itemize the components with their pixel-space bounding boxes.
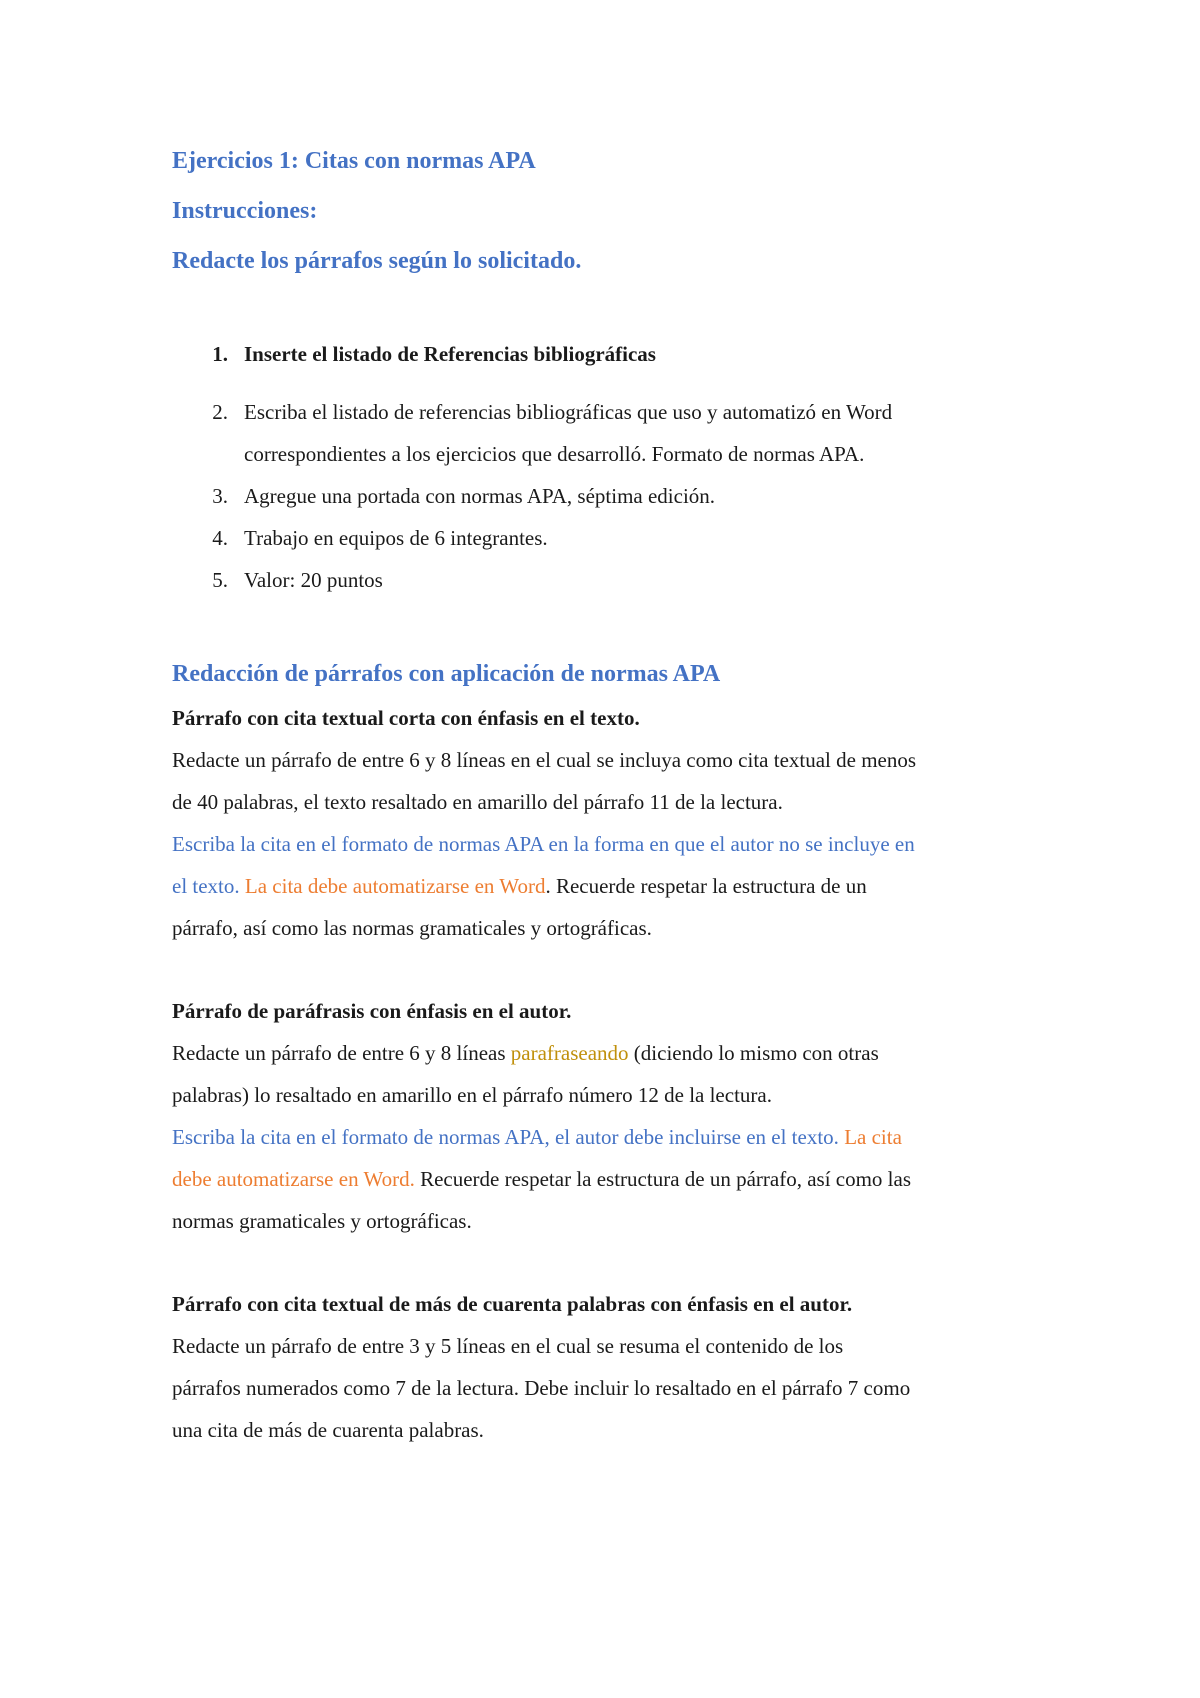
list-number: 3. bbox=[212, 484, 228, 508]
block-line-blue: Escriba la cita en el formato de normas APA en la forma en que el autor no se incluye en bbox=[172, 832, 915, 856]
plain-text: Recuerde respetar la estructura de un párrafo, así como las bbox=[414, 1167, 912, 1191]
plain-text: . Recuerde respetar la estructura de un bbox=[545, 874, 867, 898]
list-number: 5. bbox=[212, 568, 228, 592]
list-text: Valor: 20 puntos bbox=[244, 568, 383, 592]
document-title: Ejercicios 1: Citas con normas APA bbox=[172, 148, 536, 174]
list-number: 2. bbox=[212, 400, 228, 424]
block-line: de 40 palabras, el texto resaltado en amarillo del párrafo 11 de la lectura. bbox=[172, 790, 783, 814]
blue-text: el texto. bbox=[172, 874, 240, 898]
block-long-quote bbox=[172, 1283, 1052, 1451]
orange-text: La cita debe automatizarse en Word bbox=[239, 874, 546, 898]
block-title: Párrafo con cita textual corta con énfasis en el texto. bbox=[172, 706, 640, 730]
block-line-mixed bbox=[172, 865, 1052, 907]
block-line: Redacte un párrafo de entre 6 y 8 líneas en el cual se incluya como cita textual de menos bbox=[172, 748, 917, 772]
block-title: Párrafo de paráfrasis con énfasis en el autor. bbox=[172, 999, 572, 1023]
block-line: Redacte un párrafo de entre 3 y 5 líneas en el cual se resuma el contenido de los bbox=[172, 1334, 844, 1358]
blue-text: Escriba la cita en el formato de normas APA, el autor debe incluirse en el texto. bbox=[172, 1125, 839, 1149]
gold-text: parafraseando bbox=[510, 1041, 629, 1065]
block-line: normas gramaticales y ortográficas. bbox=[172, 1209, 472, 1233]
plain-text: (diciendo lo mismo con otras bbox=[628, 1041, 879, 1065]
instructions-text: Redacte los párrafos según lo solicitado. bbox=[172, 248, 582, 274]
block-line-mixed bbox=[172, 1116, 1052, 1158]
list-text bbox=[244, 391, 1044, 475]
block-short-quote bbox=[172, 697, 1052, 949]
list-number: 1. bbox=[212, 342, 228, 366]
block-line: palabras) lo resaltado en amarillo en el párrafo número 12 de la lectura. bbox=[172, 1083, 772, 1107]
block-line-mixed bbox=[172, 1158, 1052, 1200]
list-text: Trabajo en equipos de 6 integrantes. bbox=[244, 526, 548, 550]
list-text-line: Escriba el listado de referencias bibliográficas que uso y automatizó en Word bbox=[244, 400, 893, 424]
block-line-mixed bbox=[172, 1032, 1052, 1074]
orange-text: debe automatizarse en Word. bbox=[172, 1167, 415, 1191]
block-line: párrafo, así como las normas gramaticales y ortográficas. bbox=[172, 916, 652, 940]
block-paraphrase bbox=[172, 990, 1052, 1242]
block-line: párrafos numerados como 7 de la lectura. Debe incluir lo resaltado en el párrafo 7 como bbox=[172, 1376, 911, 1400]
instructions-label: Instrucciones: bbox=[172, 198, 318, 224]
list-text: Inserte el listado de Referencias bibliográficas bbox=[244, 342, 656, 366]
list-number: 4. bbox=[212, 526, 228, 550]
block-line: una cita de más de cuarenta palabras. bbox=[172, 1418, 484, 1442]
section-heading: Redacción de párrafos con aplicación de normas APA bbox=[172, 661, 721, 687]
orange-text: La cita bbox=[838, 1125, 902, 1149]
block-title: Párrafo con cita textual de más de cuarenta palabras con énfasis en el autor. bbox=[172, 1292, 853, 1316]
list-text: Agregue una portada con normas APA, séptima edición. bbox=[244, 484, 716, 508]
plain-text: Redacte un párrafo de entre 6 y 8 líneas bbox=[172, 1041, 511, 1065]
list-text-line: correspondientes a los ejercicios que desarrolló. Formato de normas APA. bbox=[244, 442, 865, 466]
